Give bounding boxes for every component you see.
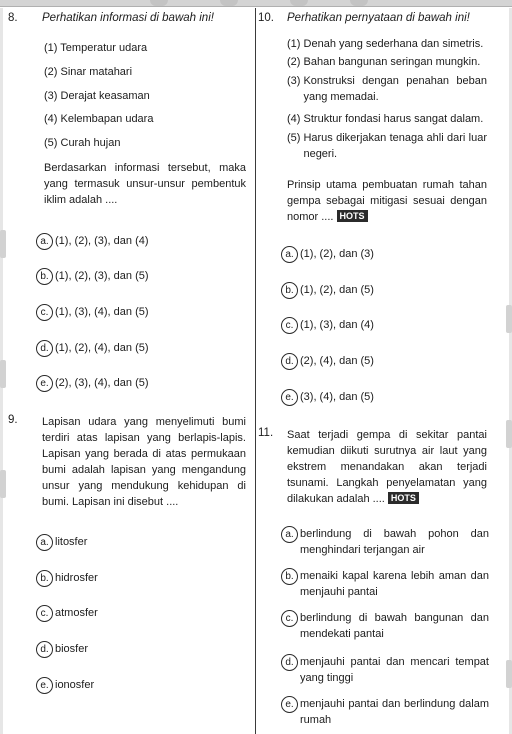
list-item: (5) Curah hujan (44, 137, 121, 149)
border-ornament (290, 0, 308, 6)
page-tab (506, 660, 512, 688)
answer-option[interactable] (281, 568, 489, 600)
option-letter: c. (36, 605, 53, 622)
option-text: (1), (2), dan (5) (300, 284, 374, 296)
option-letter: a. (281, 526, 298, 543)
option-text: (1), (2), (3), dan (4) (55, 235, 149, 247)
option-letter: d. (281, 353, 298, 370)
page-tab (506, 305, 512, 333)
answer-option[interactable] (36, 340, 149, 357)
question-text (287, 177, 487, 225)
answer-option[interactable] (36, 605, 98, 622)
answer-option[interactable] (281, 353, 374, 370)
option-letter: b. (281, 568, 298, 585)
option-text: litosfer (55, 536, 88, 548)
option-letter: b. (281, 282, 298, 299)
option-letter: e. (281, 696, 298, 713)
statement-text: Struktur fondasi harus sangat dalam. (303, 113, 484, 125)
answer-option[interactable] (281, 246, 374, 263)
statement-number: (5) (287, 132, 301, 144)
border-ornament (350, 0, 368, 6)
statement-number: (1) (287, 38, 301, 50)
question-text (287, 427, 487, 507)
option-text: menjauhi pantai dan mencari tempat yang tinggi (300, 656, 489, 684)
statement-item (287, 36, 483, 52)
answer-option[interactable] (36, 375, 149, 392)
option-text: biosfer (55, 643, 89, 655)
column-divider (255, 8, 256, 734)
option-letter: d. (281, 654, 298, 671)
option-text: (1), (2), (3), dan (5) (55, 270, 149, 282)
question-body: Prinsip utama pembuatan rumah tahan gempa sebagai mitigasi sesuai dengan nomor .... (287, 179, 487, 223)
answer-option[interactable] (281, 317, 374, 334)
option-text: (1), (2), (4), dan (5) (55, 342, 149, 354)
list-item: (1) Temperatur udara (44, 42, 148, 54)
option-letter: a. (36, 233, 53, 250)
top-border (0, 0, 512, 7)
question-prompt: Perhatikan informasi di bawah ini! (42, 12, 214, 24)
option-text: (1), (3), (4), dan (5) (55, 306, 149, 318)
page-tab (0, 230, 6, 258)
statement-number: (3) (287, 75, 301, 87)
option-letter: a. (281, 246, 298, 263)
option-text: hidrosfer (55, 572, 98, 584)
border-ornament (220, 0, 238, 6)
option-letter: c. (36, 304, 53, 321)
list-item: (4) Kelembapan udara (44, 113, 154, 125)
answer-option[interactable] (36, 304, 149, 321)
answer-option[interactable] (36, 570, 98, 587)
option-text: (2), (3), (4), dan (5) (55, 377, 149, 389)
statement-number: (4) (287, 113, 301, 125)
option-letter: b. (36, 570, 53, 587)
hots-badge: HOTS (337, 210, 368, 222)
question-number: 11. (258, 427, 274, 439)
statement-item (287, 111, 483, 127)
answer-option[interactable] (36, 677, 94, 694)
option-text: menaiki kapal karena lebih aman dan menjauhi pantai (300, 570, 489, 598)
statement-number: (2) (287, 56, 301, 68)
option-text: (1), (3), dan (4) (300, 319, 374, 331)
answer-option[interactable] (281, 282, 374, 299)
question-text: Lapisan udara yang menyelimuti bumi terdiri atas lapisan yang berlapis-lapis. Lapisan yang berada di atas permukaan bumi adalah lapisan yang mengandung unsur yang mendukung kehidupan di bumi. Lapisan ini disebut .... (42, 416, 246, 508)
answer-option[interactable] (281, 654, 489, 686)
option-letter: c. (281, 610, 298, 627)
page-tab (506, 420, 512, 448)
statement-item (287, 54, 480, 70)
hots-badge: HOTS (388, 492, 419, 504)
question-number: 8. (8, 12, 18, 24)
option-letter: a. (36, 534, 53, 551)
statement-text: Konstruksi dengan penahan beban yang memadai. (303, 75, 487, 103)
question-body: Saat terjadi gempa di sekitar pantai kemudian diikuti surutnya air laut yang ekstrem menandakan akan terjadi tsunami. Langkah penyelamatan yang dilakukan adalah .... (287, 429, 487, 505)
option-letter: e. (36, 677, 53, 694)
option-text: ionosfer (55, 679, 95, 691)
answer-option[interactable] (281, 696, 489, 728)
option-letter: d. (36, 641, 53, 658)
question-text: Berdasarkan informasi tersebut, maka yang termasuk unsur-unsur pembentuk iklim adalah .... (44, 162, 246, 206)
option-text: (1), (2), dan (3) (300, 248, 374, 260)
answer-option[interactable] (281, 389, 374, 406)
option-letter: d. (36, 340, 53, 357)
statement-item (287, 73, 487, 105)
option-text: atmosfer (55, 607, 98, 619)
option-letter: e. (36, 375, 53, 392)
answer-option[interactable] (281, 610, 489, 642)
page-tab (0, 360, 6, 388)
border-ornament (150, 0, 168, 6)
option-text: berlindung di bawah pohon dan menghindari terjangan air (300, 528, 489, 556)
option-letter: c. (281, 317, 298, 334)
option-text: (2), (4), dan (5) (300, 355, 374, 367)
question-number: 9. (8, 414, 18, 426)
statement-item (287, 130, 487, 162)
option-letter: b. (36, 268, 53, 285)
answer-option[interactable] (36, 534, 87, 551)
option-text: (3), (4), dan (5) (300, 391, 374, 403)
answer-option[interactable] (281, 526, 489, 558)
list-item: (3) Derajat keasaman (44, 90, 150, 102)
statement-text: Bahan bangunan seringan mungkin. (303, 56, 481, 68)
answer-option[interactable] (36, 233, 149, 250)
option-letter: e. (281, 389, 298, 406)
option-text: berlindung di bawah bangunan dan mendekati pantai (300, 612, 489, 640)
statement-text: Harus dikerjakan tenaga ahli dari luar negeri. (303, 132, 487, 160)
question-prompt: Perhatikan pernyataan di bawah ini! (287, 12, 470, 24)
list-item: (2) Sinar matahari (44, 66, 133, 78)
answer-option[interactable] (36, 641, 88, 658)
answer-option[interactable] (36, 268, 149, 285)
page-tab (0, 470, 6, 498)
statement-text: Denah yang sederhana dan simetris. (303, 38, 484, 50)
question-number: 10. (258, 12, 274, 24)
option-text: menjauhi pantai dan berlindung dalam rumah (300, 698, 489, 726)
